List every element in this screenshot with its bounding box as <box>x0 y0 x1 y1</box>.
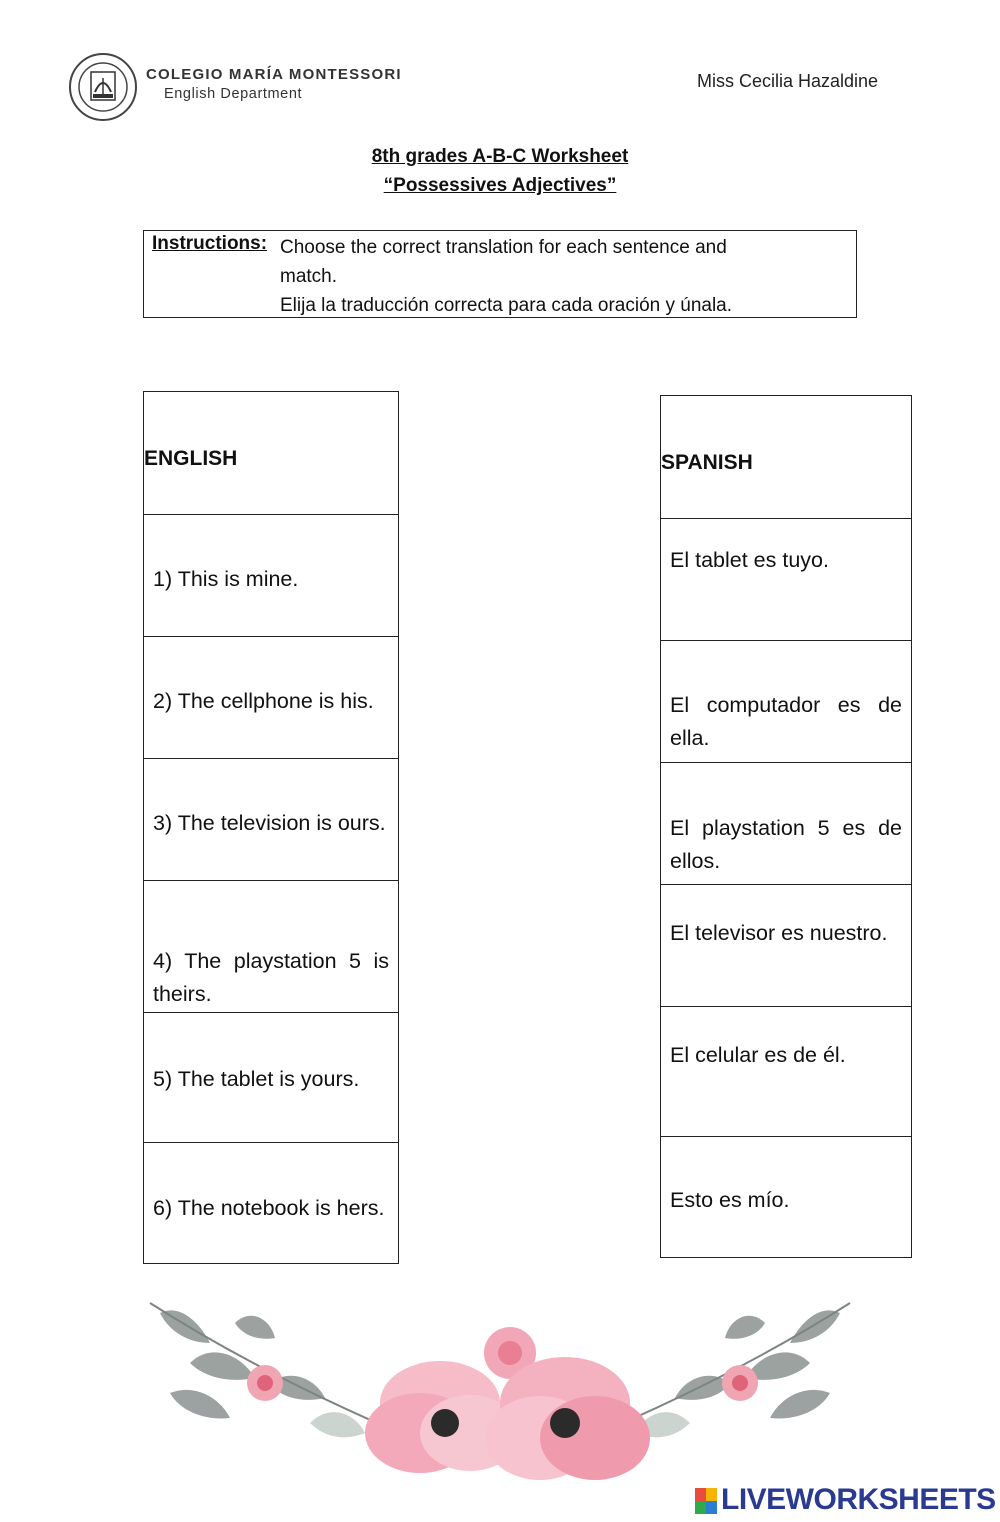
floral-decoration-icon <box>140 1283 860 1508</box>
spanish-item-text: El televisor es nuestro. <box>670 921 888 945</box>
liveworksheets-logo-icon <box>695 1488 717 1514</box>
teacher-name: Miss Cecilia Hazaldine <box>697 71 879 91</box>
english-item[interactable] <box>144 880 398 1012</box>
instructions-line-1: Choose the correct translation for each sentence and <box>280 237 727 258</box>
liveworksheets-wordmark: LIVEWORKSHEETS <box>721 1483 996 1516</box>
worksheet-title: 8th grades A-B-C Worksheet <box>371 146 629 167</box>
english-item[interactable] <box>144 636 398 758</box>
english-item[interactable] <box>144 1142 398 1263</box>
spanish-item-text: El playstation 5 es de ellos. <box>670 816 902 873</box>
english-item-text: 5) The tablet is yours. <box>153 1067 360 1091</box>
english-item[interactable] <box>144 514 398 636</box>
school-name: COLEGIO MARÍA MONTESSORI <box>146 66 402 83</box>
english-item[interactable] <box>144 758 398 880</box>
spanish-item[interactable] <box>661 640 911 762</box>
english-item-text: 2) The cellphone is his. <box>153 689 374 713</box>
english-item-text: 3) The television is ours. <box>153 811 386 835</box>
spanish-item-text: El celular es de él. <box>670 1043 846 1067</box>
english-header-cell <box>144 392 398 514</box>
spanish-header: SPANISH <box>661 451 753 474</box>
spanish-item[interactable] <box>661 762 911 884</box>
spanish-item[interactable] <box>661 884 911 1006</box>
spanish-item-text: El computador es de ella. <box>670 693 902 750</box>
spanish-item[interactable] <box>661 1006 911 1136</box>
instructions-line-3: Elija la traducción correcta para cada oración y únala. <box>280 295 733 316</box>
english-item-text: 6) The notebook is hers. <box>153 1196 385 1220</box>
instructions-label: Instructions: <box>152 233 268 254</box>
department-name: English Department <box>164 86 303 102</box>
spanish-column <box>660 395 912 1258</box>
spanish-item-text: El tablet es tuyo. <box>670 548 829 572</box>
english-column <box>143 391 399 1264</box>
spanish-item-text: Esto es mío. <box>670 1188 790 1212</box>
english-item[interactable] <box>144 1012 398 1142</box>
instructions-line-2: match. <box>280 266 338 287</box>
school-seal-icon <box>68 52 138 122</box>
english-header: ENGLISH <box>144 447 238 470</box>
instructions-text <box>280 233 840 320</box>
english-item-text: 1) This is mine. <box>153 567 299 591</box>
english-item-text: 4) The playstation 5 is theirs. <box>153 949 389 1006</box>
spanish-item[interactable] <box>661 1136 911 1257</box>
worksheet-subtitle: “Possessives Adjectives” <box>383 175 617 196</box>
spanish-header-cell <box>661 396 911 518</box>
spanish-item[interactable] <box>661 518 911 640</box>
